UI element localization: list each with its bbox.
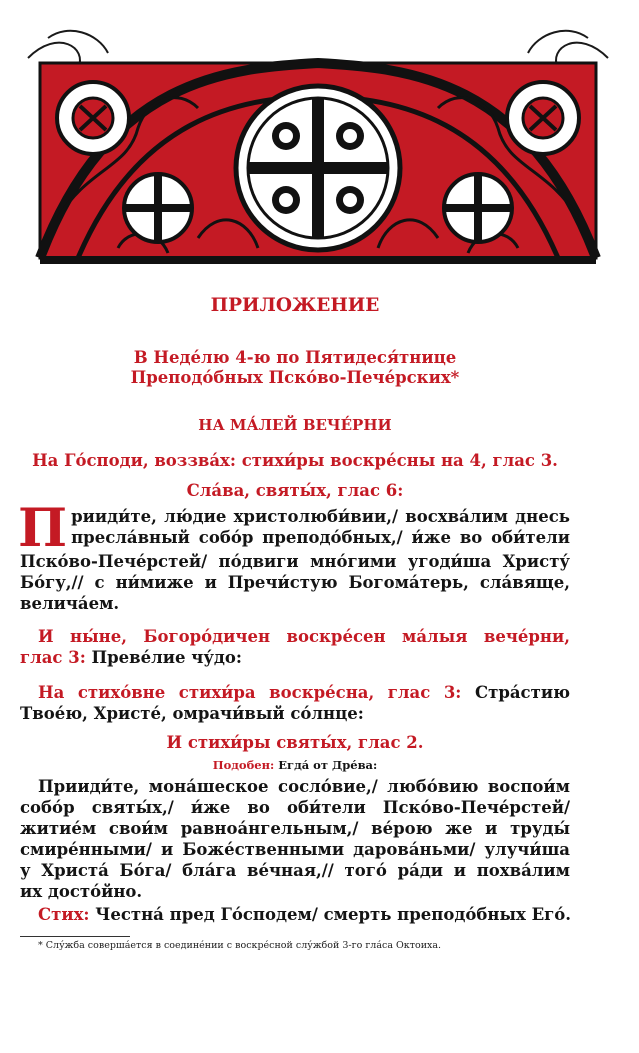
rubric-stikhovne (20, 682, 570, 724)
section-heading: НА МА́ЛЕЙ ВЕЧЕ́РНИ (198, 416, 392, 434)
stichera-1-line-1: рииди́те, лю́дие христолюби́вии,/ восхва́лим днесь (71, 507, 570, 526)
ornamental-header (18, 18, 618, 268)
rubric-gospodi-vozzvakh (20, 450, 570, 472)
rubric-red-a: На Го́споди, воззва́х: (32, 451, 236, 470)
subtitle-line-2: Преподо́бных Пско́во-Пече́рских* (130, 368, 460, 387)
stikh-black: Честна́ пред Го́сподем/ смерть преподо́бных Его́. (89, 905, 572, 924)
i-nyne-red-glas: глас 3: (20, 648, 86, 667)
dropcap-letter: П (18, 498, 68, 559)
podoben-line (20, 758, 570, 772)
stikh-red: Стих: (38, 905, 90, 924)
stichera-2-line-5: у Христа́ Бо́га/ бла́га ве́чная,// того́ ра́ди и похва́лим (20, 861, 570, 880)
stikh-verse (20, 904, 570, 925)
rubric-red-b: стихи́ры воскре́сны на 4, глас 3. (235, 451, 558, 470)
rubric-i-stikhiry: И стихи́ры святы́х, глас 2. (166, 733, 424, 752)
stichera-1-line-3: Пско́во-Пече́рстей/ по́двиги мно́гими угоди́ша Христу́ (20, 552, 570, 571)
stichera-2 (20, 776, 570, 902)
service-subtitle (20, 348, 570, 388)
stichera-2-line-3: житие́м свои́м равноа́нгельным,/ ве́рою же и труды́ (20, 819, 570, 838)
stichera-1-line-4: Бо́гу,// с ни́миже и Пречи́стую Богома́терь, сла́вяще, (20, 573, 570, 592)
subtitle-line-1: В Неде́лю 4-ю по Пятидеся́тнице (133, 348, 457, 367)
stichera-2-line-4: смире́нными/ и Боже́ственными дарова́ньми/ улучи́ша (20, 840, 570, 859)
podoben-black: Егда́ от Дре́ва: (274, 758, 378, 772)
stichera-1-line-5: велича́ем. (20, 594, 120, 613)
stikhovne-black-2: Твое́ю, Христе́, омрачи́вый со́лнце: (20, 704, 364, 723)
podoben-red: Подобен: (212, 758, 275, 772)
stichera-2-line-6: их досто́йно. (20, 882, 143, 901)
footnote: * Слу́жба соверша́ется в соедине́нии с воскре́сной слу́жбой 3-го гла́са Октоиха. (38, 940, 442, 951)
stichera-2-line-2: собо́р святы́х,/ и́же во оби́тели Пско́во-Пече́рстей/ (20, 798, 570, 817)
stichera-2-line-1: Прииди́те, мона́шеское сосло́вие,/ любо́вию воспои́м (38, 777, 570, 796)
page-title: ПРИЛОЖЕНИЕ (210, 295, 380, 316)
stikhovne-red: На стихо́вне стихи́ра воскре́сна, глас 3: (38, 683, 462, 702)
text-column (20, 295, 570, 925)
rubric-i-nyne (20, 626, 570, 668)
rubric-slava: Сла́ва, святы́х, глас 6: (186, 481, 404, 500)
stikhovne-black-1: Стра́стию (461, 683, 570, 702)
footnote-rule (20, 936, 130, 937)
stichera-1 (18, 498, 570, 614)
stichera-1-line-2: пресла́вный собо́р преподо́бных,/ и́же во оби́тели (71, 528, 570, 547)
i-nyne-black: Преве́лие чу́до: (85, 648, 242, 667)
i-nyne-red-line: И ны́не, Богоро́дичен воскре́сен ма́лыя вече́рни, (38, 627, 570, 646)
